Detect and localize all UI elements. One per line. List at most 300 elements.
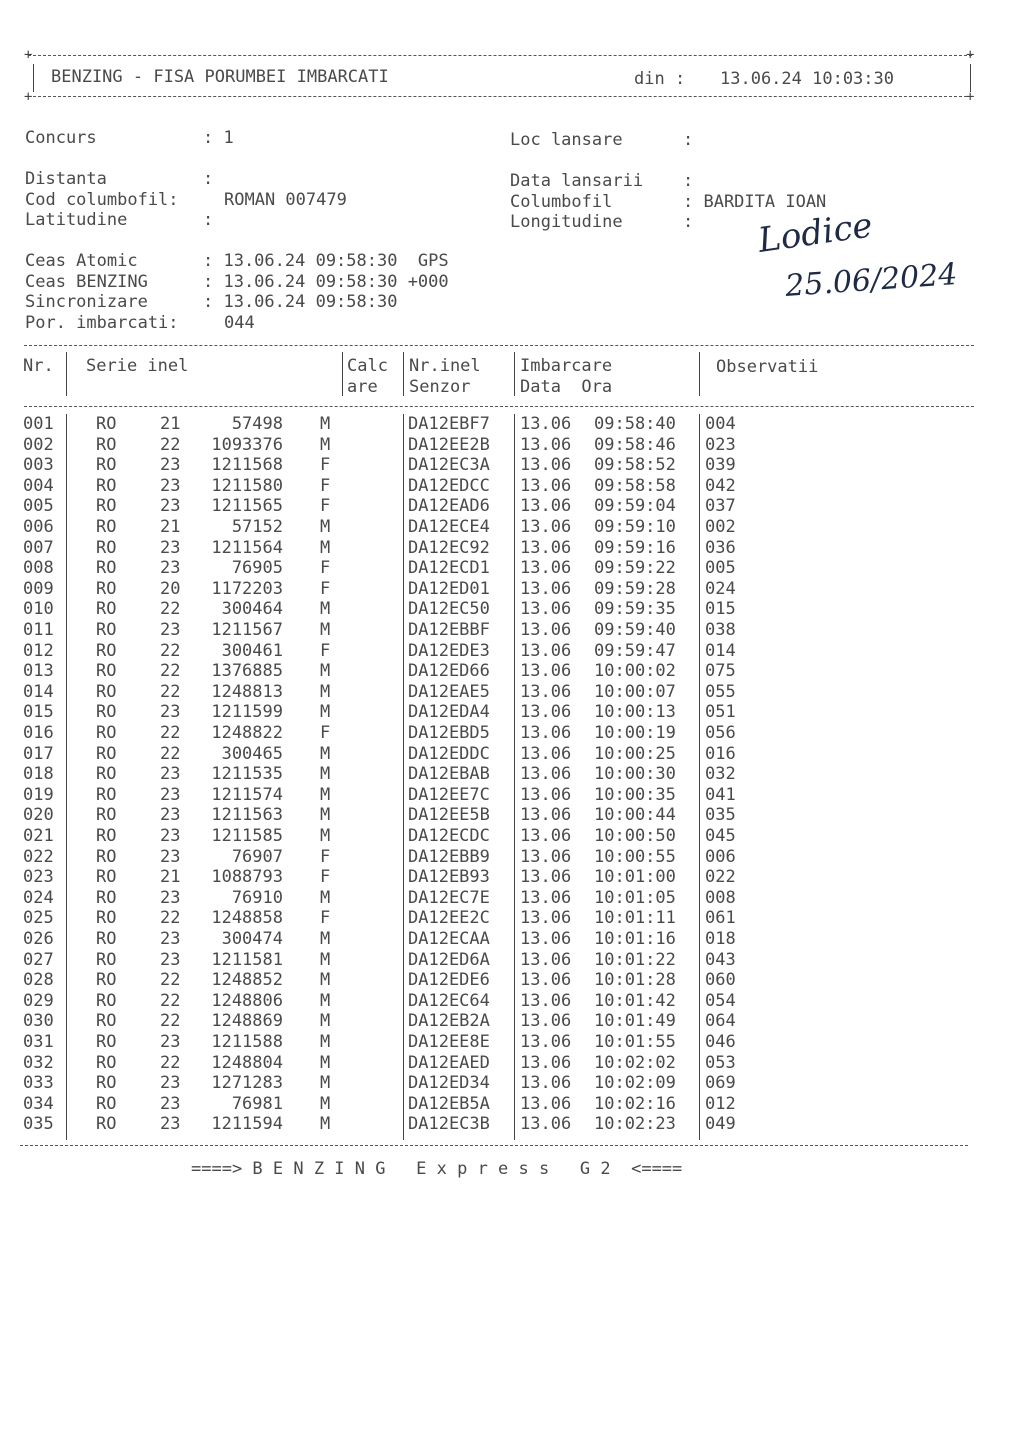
cell-nr: 012 (23, 640, 54, 661)
cell-ring-number: 57152 (231, 517, 283, 537)
cell-sex: M (320, 1011, 331, 1032)
cell-date: 13.06 (520, 887, 572, 908)
cell-sex: M (320, 1093, 331, 1114)
cell-sensor: DA12EDDC (408, 743, 490, 764)
cell-ring-number: 1172203 (211, 578, 283, 599)
cell-date: 13.06 (520, 496, 572, 517)
cell-ring-number: 1248858 (211, 908, 283, 929)
cell-date: 13.06 (520, 1093, 572, 1114)
cell-ring-number: 1248822 (211, 723, 283, 743)
columbofil-value: : BARDITA IOAN (683, 192, 827, 212)
cell-ring-number: 1088793 (211, 867, 283, 888)
cell-observatii: 038 (705, 620, 736, 640)
cell-year: 23 (160, 702, 181, 723)
cell-nr: 020 (23, 805, 54, 826)
cell-time: 10:00:02 (594, 661, 676, 682)
cell-time: 10:00:13 (594, 702, 676, 723)
cell-nr: 001 (23, 414, 54, 434)
header-border-bottom (28, 96, 972, 97)
cell-observatii: 054 (705, 990, 736, 1011)
cell-year: 23 (160, 537, 181, 558)
cell-sex: M (320, 434, 331, 455)
cell-time: 10:00:25 (594, 743, 676, 764)
cell-sex: F (320, 455, 331, 476)
cell-time: 10:00:19 (594, 723, 676, 743)
cell-year: 23 (160, 1073, 181, 1094)
table-row (0, 558, 1024, 579)
cell-nr: 026 (23, 929, 54, 949)
cell-observatii: 056 (705, 723, 736, 743)
cell-country: RO (96, 1073, 117, 1094)
cell-time: 09:59:10 (594, 517, 676, 537)
cell-nr: 025 (23, 908, 54, 929)
cell-country: RO (96, 1032, 117, 1052)
cell-ring-number: 300464 (221, 599, 283, 620)
cell-year: 23 (160, 846, 181, 867)
cell-date: 13.06 (520, 846, 572, 867)
cell-sensor: DA12ECD1 (408, 558, 490, 579)
cell-country: RO (96, 929, 117, 949)
cell-time: 10:01:00 (594, 867, 676, 888)
cell-nr: 003 (23, 455, 54, 476)
cell-sex: M (320, 681, 331, 702)
cell-ring-number: 1211588 (211, 1032, 283, 1052)
cell-year: 22 (160, 434, 181, 455)
table-row (0, 641, 1024, 662)
cell-sensor: DA12EE2C (408, 908, 490, 929)
cell-time: 10:01:42 (594, 990, 676, 1011)
table-row (0, 950, 1024, 971)
distanta-label: Distanta (25, 169, 107, 189)
col-divider (699, 352, 700, 396)
table-row (0, 1011, 1024, 1032)
cell-nr: 032 (23, 1052, 54, 1073)
cell-date: 13.06 (520, 661, 572, 682)
cell-sex: F (320, 475, 331, 496)
table-row (0, 723, 1024, 744)
cell-date: 13.06 (520, 908, 572, 929)
cell-year: 22 (160, 1052, 181, 1073)
cell-ring-number: 1211580 (211, 475, 283, 496)
cell-nr: 008 (23, 558, 54, 579)
cell-time: 09:59:28 (594, 578, 676, 599)
cell-time: 10:00:55 (594, 846, 676, 867)
cell-sensor: DA12ED01 (408, 578, 490, 599)
table-row (0, 599, 1024, 620)
cell-date: 13.06 (520, 1052, 572, 1073)
cell-sex: M (320, 537, 331, 558)
table-row (0, 1032, 1024, 1053)
cell-country: RO (96, 414, 117, 434)
data-lansarii-value: : (683, 171, 694, 191)
cell-country: RO (96, 537, 117, 558)
cell-country: RO (96, 990, 117, 1011)
cell-country: RO (96, 1114, 117, 1135)
cell-date: 13.06 (520, 599, 572, 620)
cell-sex: M (320, 517, 331, 537)
cell-sensor: DA12EC64 (408, 990, 490, 1011)
cell-country: RO (96, 887, 117, 908)
cell-date: 13.06 (520, 743, 572, 764)
cell-observatii: 023 (705, 434, 736, 455)
porumbei-imbarcati-label: Por. imbarcati: (25, 313, 179, 333)
cell-time: 10:00:44 (594, 805, 676, 826)
cell-sensor: DA12ECAA (408, 929, 490, 949)
cell-sex: M (320, 805, 331, 826)
cell-sex: M (320, 620, 331, 640)
col-header-observatii: Observatii (716, 357, 819, 377)
cell-ring-number: 1211568 (211, 455, 283, 476)
cell-year: 22 (160, 661, 181, 682)
cell-country: RO (96, 867, 117, 888)
cell-year: 21 (160, 414, 181, 434)
handwritten-note-line2: 25.06/2024 (784, 257, 959, 304)
cell-observatii: 008 (705, 887, 736, 908)
cell-ring-number: 76905 (231, 558, 283, 579)
header-border-top (28, 55, 972, 56)
cell-time: 10:01:05 (594, 887, 676, 908)
cell-nr: 014 (23, 681, 54, 702)
cell-observatii: 004 (705, 414, 736, 434)
cell-observatii: 060 (705, 970, 736, 991)
cell-country: RO (96, 949, 117, 970)
cell-time: 09:58:40 (594, 414, 676, 434)
cell-date: 13.06 (520, 475, 572, 496)
cell-observatii: 051 (705, 702, 736, 723)
cell-year: 23 (160, 805, 181, 826)
cell-nr: 004 (23, 475, 54, 496)
cell-nr: 034 (23, 1093, 54, 1114)
cell-country: RO (96, 681, 117, 702)
cell-nr: 019 (23, 784, 54, 805)
cell-sensor: DA12ED6A (408, 949, 490, 970)
cell-ring-number: 76907 (231, 846, 283, 867)
cell-nr: 010 (23, 599, 54, 620)
cell-country: RO (96, 455, 117, 476)
cell-country: RO (96, 1052, 117, 1073)
cell-observatii: 037 (705, 496, 736, 517)
cell-observatii: 014 (705, 640, 736, 661)
table-header-bottom-border (24, 406, 974, 407)
cell-sex: F (320, 496, 331, 517)
cell-country: RO (96, 723, 117, 743)
cell-country: RO (96, 908, 117, 929)
cell-time: 10:01:22 (594, 949, 676, 970)
cell-country: RO (96, 743, 117, 764)
document-title: BENZING - FISA PORUMBEI IMBARCATI (51, 67, 389, 87)
cell-observatii: 002 (705, 517, 736, 537)
loc-lansare-value: : (683, 130, 694, 150)
cell-observatii: 035 (705, 805, 736, 826)
cell-country: RO (96, 661, 117, 682)
cell-country: RO (96, 599, 117, 620)
ceas-atomic-label: Ceas Atomic (25, 251, 138, 271)
cell-sensor: DA12EDE6 (408, 970, 490, 991)
cell-year: 21 (160, 517, 181, 537)
cell-date: 13.06 (520, 558, 572, 579)
cell-ring-number: 1248869 (211, 1011, 283, 1032)
cell-sex: F (320, 558, 331, 579)
cell-nr: 033 (23, 1073, 54, 1094)
cell-date: 13.06 (520, 640, 572, 661)
cell-country: RO (96, 702, 117, 723)
cell-sensor: DA12EC92 (408, 537, 490, 558)
col-header-nr: Nr. (23, 356, 54, 376)
cell-country: RO (96, 434, 117, 455)
cell-year: 23 (160, 887, 181, 908)
cell-sensor: DA12EE8E (408, 1032, 490, 1052)
cell-country: RO (96, 475, 117, 496)
table-row (0, 476, 1024, 497)
cell-sensor: DA12EB2A (408, 1011, 490, 1032)
cell-date: 13.06 (520, 702, 572, 723)
cell-year: 23 (160, 620, 181, 640)
table-row (0, 682, 1024, 703)
cell-sex: M (320, 743, 331, 764)
table-row (0, 847, 1024, 868)
cell-country: RO (96, 620, 117, 640)
table-row (0, 805, 1024, 826)
cell-sex: M (320, 702, 331, 723)
cell-observatii: 075 (705, 661, 736, 682)
cell-time: 10:02:16 (594, 1093, 676, 1114)
cell-year: 23 (160, 784, 181, 805)
cell-time: 10:00:30 (594, 764, 676, 785)
col-divider (342, 352, 343, 396)
table-row (0, 785, 1024, 806)
cell-year: 22 (160, 1011, 181, 1032)
cell-observatii: 049 (705, 1114, 736, 1135)
cell-sensor: DA12EDCC (408, 475, 490, 496)
cell-ring-number: 76981 (231, 1093, 283, 1114)
cell-time: 10:01:16 (594, 929, 676, 949)
cell-date: 13.06 (520, 1032, 572, 1052)
col-header-data-ora: Data Ora (520, 377, 613, 397)
cell-observatii: 043 (705, 949, 736, 970)
header-border-right (970, 64, 971, 92)
cell-sensor: DA12ED34 (408, 1073, 490, 1094)
cell-nr: 028 (23, 970, 54, 991)
cell-date: 13.06 (520, 1073, 572, 1094)
col-header-senzor: Senzor (409, 377, 471, 397)
table-row (0, 764, 1024, 785)
footer-device-label: ====> B E N Z I N G E x p r e s s G 2 <==== (191, 1159, 683, 1179)
latitudine-label: Latitudine (25, 210, 128, 230)
cell-time: 10:02:09 (594, 1073, 676, 1094)
table-row (0, 744, 1024, 765)
cell-sex: F (320, 846, 331, 867)
table-row (0, 538, 1024, 559)
col-divider (514, 352, 515, 396)
print-date-label: din : (634, 69, 686, 89)
ceas-atomic-value: : 13.06.24 09:58:30 GPS (203, 251, 449, 271)
cell-year: 23 (160, 496, 181, 517)
cell-nr: 018 (23, 764, 54, 785)
cell-nr: 006 (23, 517, 54, 537)
ceas-benzing-label: Ceas BENZING (25, 272, 148, 292)
cell-country: RO (96, 640, 117, 661)
cell-observatii: 032 (705, 764, 736, 785)
cell-nr: 017 (23, 743, 54, 764)
cell-year: 21 (160, 867, 181, 888)
cell-sensor: DA12EC3A (408, 455, 490, 476)
cell-ring-number: 1248806 (211, 990, 283, 1011)
cell-time: 10:01:11 (594, 908, 676, 929)
cell-country: RO (96, 784, 117, 805)
cell-date: 13.06 (520, 805, 572, 826)
cell-sex: F (320, 640, 331, 661)
cell-sensor: DA12EB93 (408, 867, 490, 888)
table-row (0, 867, 1024, 888)
cell-time: 09:59:22 (594, 558, 676, 579)
cell-time: 09:59:04 (594, 496, 676, 517)
table-row (0, 455, 1024, 476)
cell-country: RO (96, 846, 117, 867)
table-row (0, 517, 1024, 538)
cell-observatii: 005 (705, 558, 736, 579)
cell-observatii: 022 (705, 867, 736, 888)
col-header-imbarcare: Imbarcare (520, 356, 613, 376)
cell-country: RO (96, 805, 117, 826)
cell-sensor: DA12EB5A (408, 1093, 490, 1114)
cell-year: 22 (160, 640, 181, 661)
table-row (0, 888, 1024, 909)
border-corner: + (966, 47, 975, 63)
cell-country: RO (96, 764, 117, 785)
cell-nr: 016 (23, 723, 54, 743)
cell-ring-number: 1211581 (211, 949, 283, 970)
cell-ring-number: 300465 (221, 743, 283, 764)
cell-sex: M (320, 1052, 331, 1073)
cell-year: 23 (160, 455, 181, 476)
cell-sensor: DA12EE2B (408, 434, 490, 455)
cell-sensor: DA12ED66 (408, 661, 490, 682)
sincronizare-value: : 13.06.24 09:58:30 (203, 292, 398, 312)
data-lansarii-label: Data lansarii (510, 171, 644, 191)
table-row (0, 496, 1024, 517)
cell-time: 10:01:49 (594, 1011, 676, 1032)
cell-date: 13.06 (520, 949, 572, 970)
cell-year: 23 (160, 475, 181, 496)
cell-observatii: 006 (705, 846, 736, 867)
cell-year: 23 (160, 949, 181, 970)
cell-sex: F (320, 723, 331, 743)
table-row (0, 1094, 1024, 1115)
cell-ring-number: 1211565 (211, 496, 283, 517)
col-header-calculare-2: are (347, 377, 378, 397)
cell-ring-number: 300474 (221, 929, 283, 949)
cell-sex: F (320, 867, 331, 888)
cell-date: 13.06 (520, 826, 572, 846)
cell-sex: M (320, 661, 331, 682)
table-row (0, 1073, 1024, 1094)
cell-time: 09:59:47 (594, 640, 676, 661)
cell-sensor: DA12EBAB (408, 764, 490, 785)
cell-date: 13.06 (520, 929, 572, 949)
distanta-value: : (203, 169, 214, 189)
table-row (0, 826, 1024, 847)
cell-nr: 007 (23, 537, 54, 558)
cell-nr: 009 (23, 578, 54, 599)
cell-ring-number: 1248852 (211, 970, 283, 991)
cell-sex: M (320, 599, 331, 620)
cell-sex: M (320, 1073, 331, 1094)
cell-ring-number: 1211599 (211, 702, 283, 723)
cell-country: RO (96, 1011, 117, 1032)
cell-time: 10:00:07 (594, 681, 676, 702)
cell-observatii: 046 (705, 1032, 736, 1052)
cell-ring-number: 1211567 (211, 620, 283, 640)
cell-date: 13.06 (520, 517, 572, 537)
cell-ring-number: 76910 (231, 887, 283, 908)
cell-year: 20 (160, 578, 181, 599)
cell-observatii: 018 (705, 929, 736, 949)
cell-year: 22 (160, 743, 181, 764)
cell-date: 13.06 (520, 970, 572, 991)
cell-date: 13.06 (520, 455, 572, 476)
cell-year: 23 (160, 1093, 181, 1114)
col-header-calculare: Calc (347, 356, 388, 376)
cell-ring-number: 1211585 (211, 826, 283, 846)
cell-sex: M (320, 949, 331, 970)
handwritten-note (752, 214, 1012, 314)
cell-ring-number: 300461 (221, 640, 283, 661)
latitudine-value: : (203, 210, 214, 230)
cell-nr: 027 (23, 949, 54, 970)
cell-nr: 011 (23, 620, 54, 640)
cell-time: 09:58:46 (594, 434, 676, 455)
table-row (0, 991, 1024, 1012)
cell-date: 13.06 (520, 537, 572, 558)
cell-sex: M (320, 970, 331, 991)
cell-observatii: 012 (705, 1093, 736, 1114)
cell-time: 10:00:35 (594, 784, 676, 805)
cell-sensor: DA12EBD5 (408, 723, 490, 743)
border-corner: + (24, 47, 33, 63)
cell-country: RO (96, 558, 117, 579)
cell-nr: 030 (23, 1011, 54, 1032)
porumbei-imbarcati-value: 044 (224, 313, 255, 333)
cell-ring-number: 1093376 (211, 434, 283, 455)
cell-time: 09:59:16 (594, 537, 676, 558)
col-divider (66, 352, 67, 396)
cell-observatii: 045 (705, 826, 736, 846)
table-row (0, 661, 1024, 682)
cell-country: RO (96, 1093, 117, 1114)
cell-year: 23 (160, 764, 181, 785)
handwritten-note-line1: Lodice (755, 214, 875, 261)
cell-sensor: DA12EC3B (408, 1114, 490, 1135)
cell-nr: 031 (23, 1032, 54, 1052)
cell-year: 22 (160, 599, 181, 620)
cell-time: 10:02:02 (594, 1052, 676, 1073)
cell-sex: M (320, 1114, 331, 1135)
table-row (0, 970, 1024, 991)
cell-nr: 024 (23, 887, 54, 908)
cell-time: 10:01:55 (594, 1032, 676, 1052)
col-header-serie-inel: Serie inel (86, 356, 189, 376)
loc-lansare-label: Loc lansare (510, 130, 623, 150)
cell-sensor: DA12EBF7 (408, 414, 490, 434)
cell-year: 23 (160, 929, 181, 949)
ceas-benzing-value: : 13.06.24 09:58:30 +000 (203, 272, 449, 292)
cell-sex: F (320, 908, 331, 929)
table-row (0, 908, 1024, 929)
cell-ring-number: 1211594 (211, 1114, 283, 1135)
table-row (0, 929, 1024, 950)
cell-ring-number: 1211563 (211, 805, 283, 826)
cell-nr: 022 (23, 846, 54, 867)
